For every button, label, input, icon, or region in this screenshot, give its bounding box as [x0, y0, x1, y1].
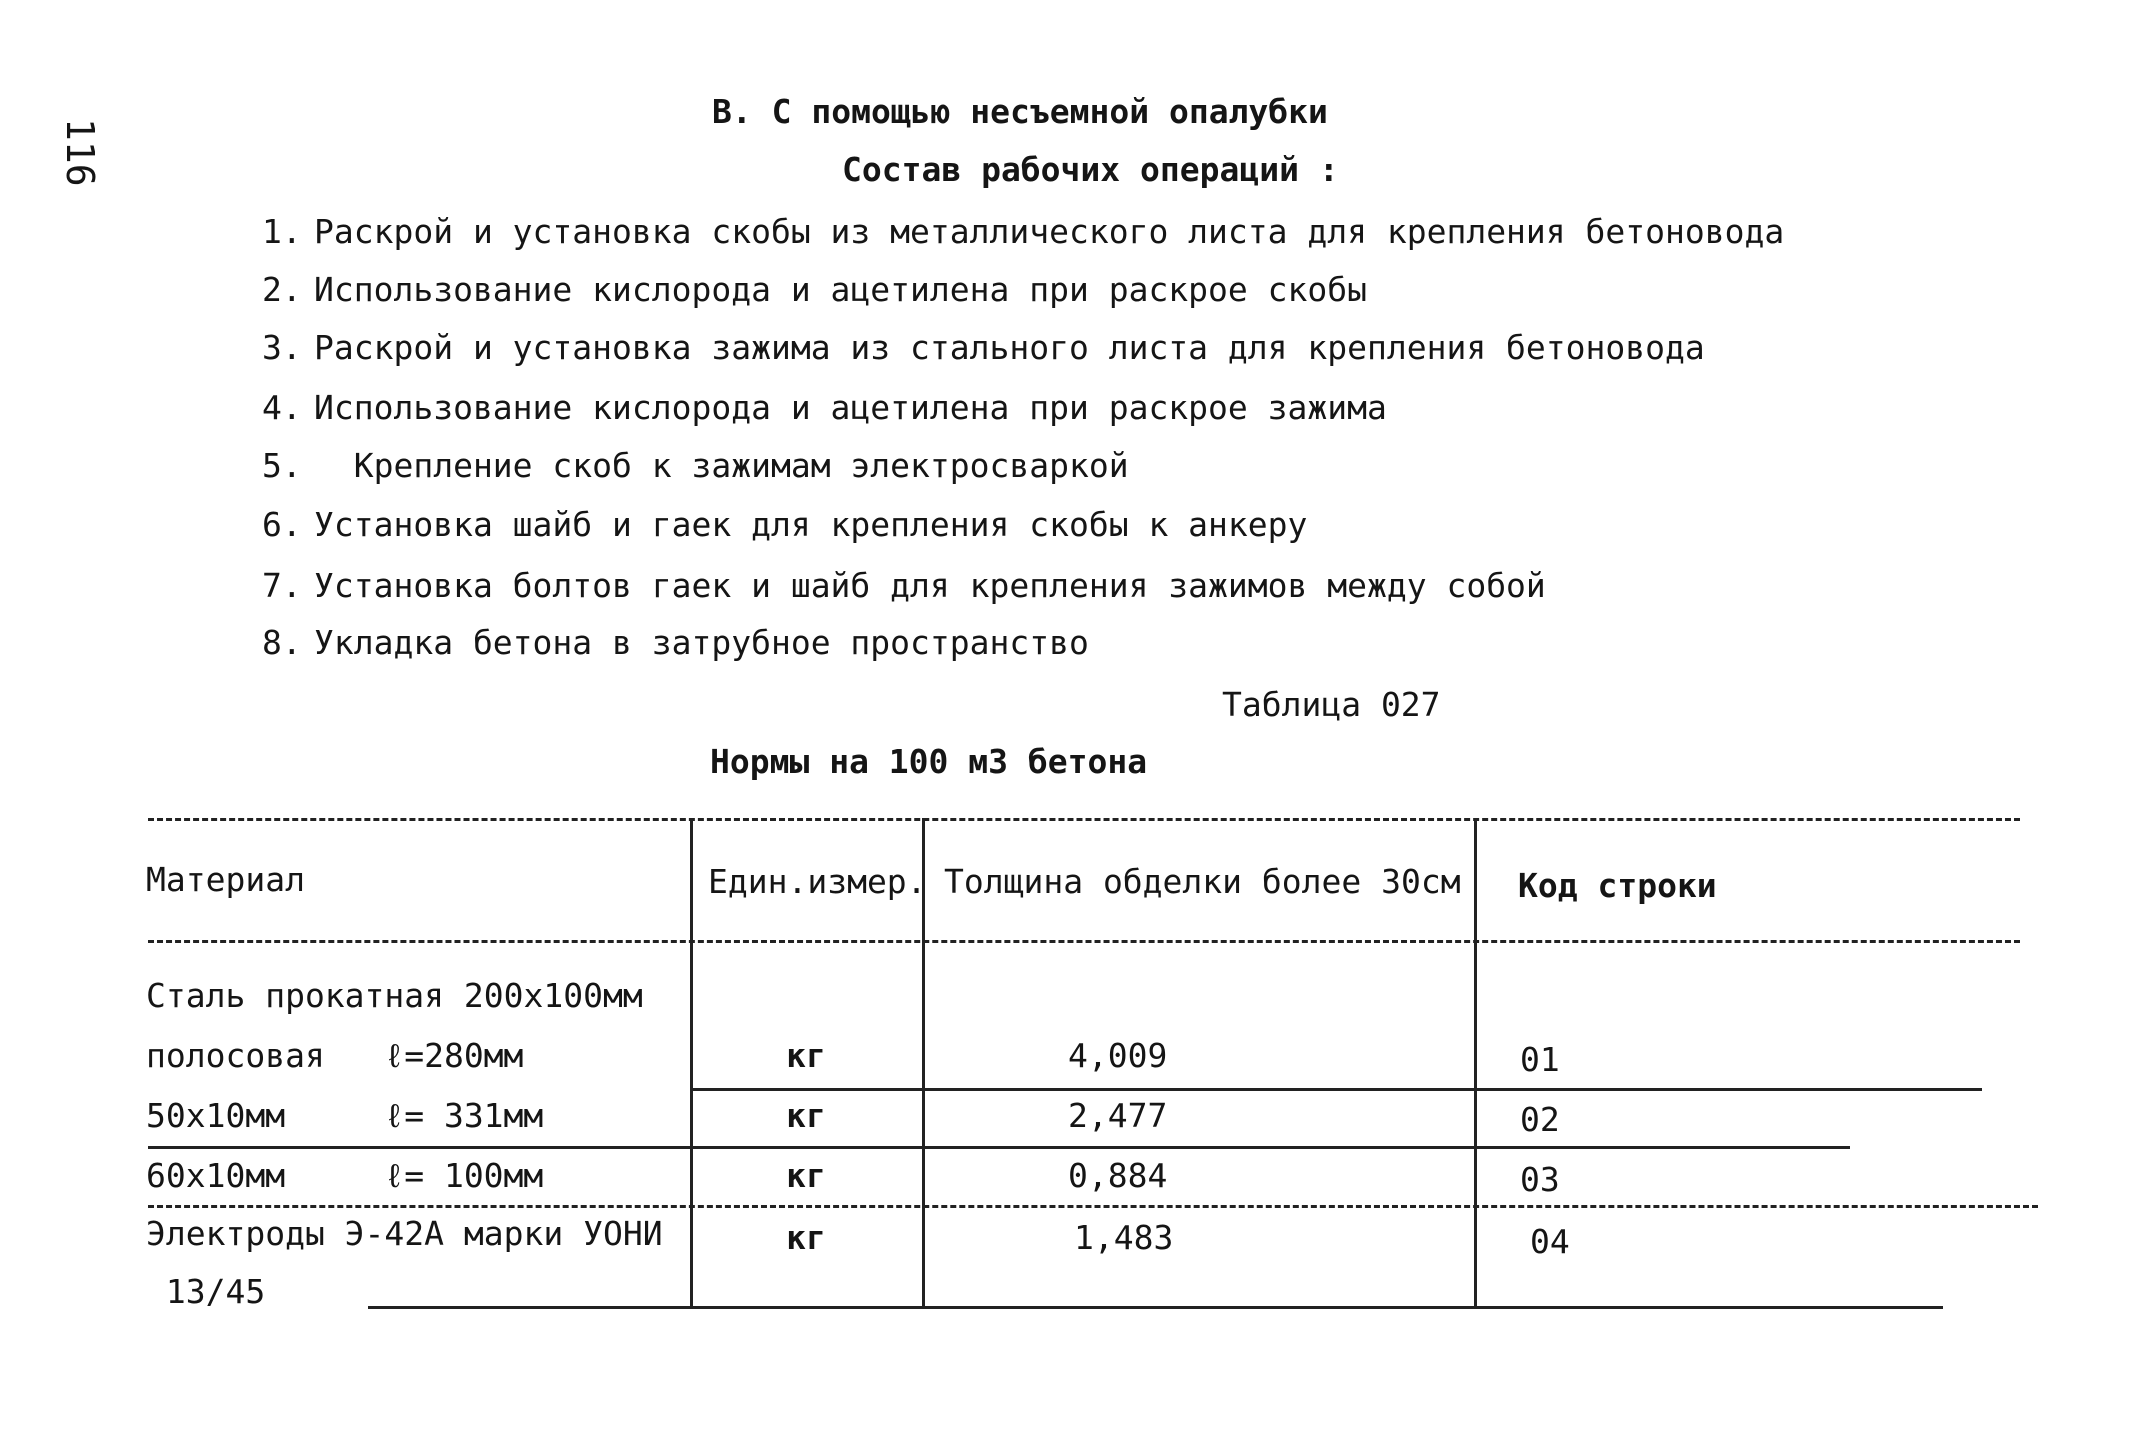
code-cell: 03	[1520, 1160, 1560, 1199]
code-cell: 01	[1520, 1040, 1560, 1079]
unit-cell: кг	[786, 1218, 826, 1257]
material-cell: Сталь прокатная 200х100мм	[146, 976, 643, 1015]
material-cell: 60х10мм ℓ= 100мм	[146, 1156, 544, 1195]
value-cell: 0,884	[1068, 1156, 1168, 1195]
table-row-rule	[690, 1088, 1982, 1091]
table-header-code: Код строки	[1518, 866, 1717, 905]
table-header-rule	[148, 940, 2020, 943]
page-number: 116	[58, 118, 102, 187]
material-cell: 13/45	[146, 1272, 266, 1311]
material-cell: Электроды Э-42А марки УОНИ	[146, 1214, 663, 1253]
operations-heading: Состав рабочих операций :	[842, 150, 1339, 189]
value-cell: 1,483	[1074, 1218, 1174, 1257]
operation-item: 6. Установка шайб и гаек для крепления скобы к анкеру	[262, 505, 1308, 544]
operation-item: 8. Укладка бетона в затрубное пространство	[262, 623, 1089, 662]
table-header-thickness: Толщина обделки более 30см	[944, 862, 1461, 901]
operation-item: 1. Раскрой и установка скобы из металлического листа для крепления бетоновода	[262, 212, 1785, 251]
operation-item: 5. Крепление скоб к зажимам электросваркой	[262, 446, 1129, 485]
material-cell: 50х10мм ℓ= 331мм	[146, 1096, 544, 1135]
value-cell: 4,009	[1068, 1036, 1168, 1075]
table-bottom-rule	[368, 1306, 1943, 1309]
operation-item: 3. Раскрой и установка зажима из стального листа для крепления бетоновода	[262, 328, 1705, 367]
table-column-rule	[1474, 818, 1477, 1306]
table-top-rule	[148, 818, 2020, 821]
material-cell: полосовая ℓ=280мм	[146, 1036, 524, 1075]
table-row-rule	[148, 1205, 2038, 1208]
section-title: В. С помощью несъемной опалубки	[712, 92, 1328, 131]
table-row-rule	[148, 1146, 1850, 1149]
code-cell: 02	[1520, 1100, 1560, 1139]
code-cell: 04	[1530, 1222, 1570, 1261]
operation-item: 2. Использование кислорода и ацетилена при раскрое скобы	[262, 270, 1367, 309]
table-header-material: Материал	[146, 860, 305, 899]
table-caption: Нормы на 100 м3 бетона	[710, 742, 1148, 781]
unit-cell: кг	[786, 1036, 826, 1075]
table-header-unit: Един.измер.	[708, 862, 927, 901]
value-cell: 2,477	[1068, 1096, 1168, 1135]
unit-cell: кг	[786, 1096, 826, 1135]
operation-item: 7. Установка болтов гаек и шайб для крепления зажимов между собой	[262, 566, 1546, 605]
operation-item: 4. Использование кислорода и ацетилена при раскрое зажима	[262, 388, 1387, 427]
unit-cell: кг	[786, 1156, 826, 1195]
table-label: Таблица 027	[1222, 685, 1441, 724]
